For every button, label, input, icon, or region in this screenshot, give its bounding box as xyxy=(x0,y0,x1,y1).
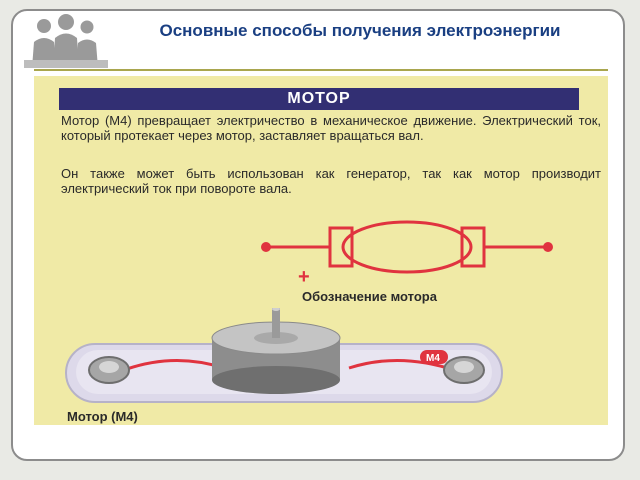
photo-caption: Мотор (М4) xyxy=(67,409,138,424)
motor-schematic-symbol-icon xyxy=(254,216,564,288)
symbol-caption: Обозначение мотора xyxy=(302,289,437,304)
symbol-plus-label: + xyxy=(298,266,310,288)
slide-title: Основные способы получения электроэнергии xyxy=(159,21,561,40)
title-divider xyxy=(34,69,608,71)
people-silhouette-logo-icon xyxy=(24,12,108,68)
photo-badge-label: M4 xyxy=(426,353,440,364)
motor-module-photo-icon xyxy=(64,308,504,408)
description-paragraph-1: Мотор (М4) превращает электричество в механическое движение. Электрический ток, который протекает через мотор, заставляет вращаться вал. xyxy=(61,113,601,143)
card-header: МОТОР xyxy=(59,88,579,110)
motor-info-card xyxy=(34,76,608,425)
description-paragraph-2: Он также может быть использован как генератор, так как мотор производит электрический ток при повороте вала. xyxy=(61,166,601,196)
